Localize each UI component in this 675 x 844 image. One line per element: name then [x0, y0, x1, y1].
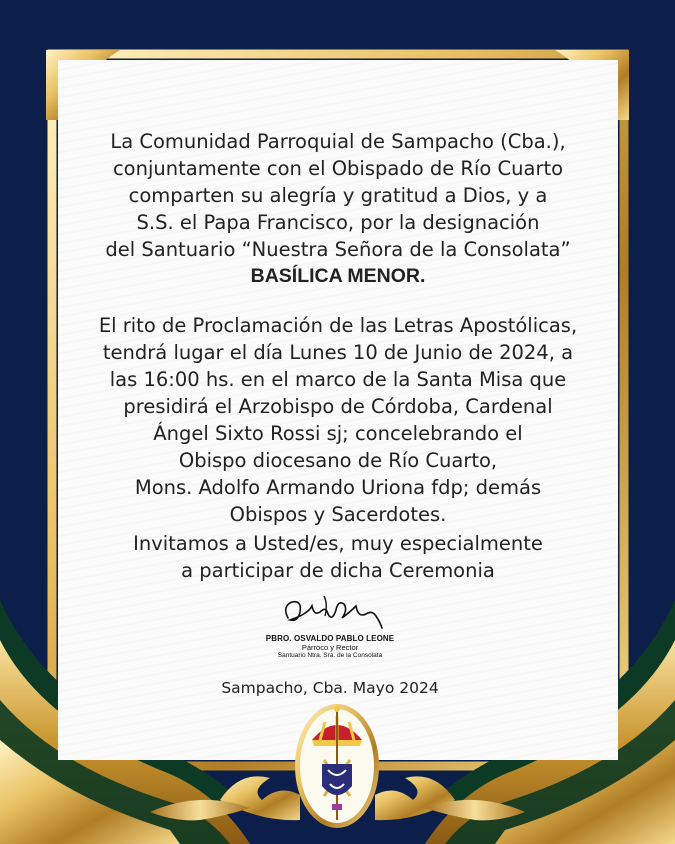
- basilica-emblem: [292, 700, 382, 832]
- signer-role: Párroco y Rector: [301, 643, 359, 652]
- invitation-line: Invitamos a Usted/es, muy especialmente: [133, 532, 543, 555]
- announcement-line: conjuntamente con el Obispado de Río Cuarto: [112, 157, 564, 180]
- date-line: Sampacho, Cba. Mayo 2024: [221, 679, 439, 697]
- ceremony-line: Obispo diocesano de Río Cuarto,: [178, 449, 498, 472]
- announcement-line: del Santuario “Nuestra Señora de la Consolata”: [105, 238, 571, 261]
- announcement-line: S.S. el Papa Francisco, por la designación: [136, 211, 540, 234]
- signature-block: [250, 590, 410, 660]
- announcement-paragraph: [58, 128, 618, 290]
- ceremony-line: presidirá el Arzobispo de Córdoba, Cardenal: [123, 395, 553, 418]
- invitation-line: a participar de dicha Ceremonia: [181, 559, 495, 582]
- ceremony-line: Ángel Sixto Rossi sj; concelebrando el: [153, 422, 523, 445]
- ceremony-line: las 16:00 hs. en el marco de la Santa Misa que: [109, 368, 567, 391]
- ceremony-paragraph: [58, 312, 618, 528]
- announcement-line: comparten su alegría y gratitud a Dios, y a: [128, 184, 548, 207]
- invitation-paragraph: [58, 530, 618, 584]
- basilica-title: BASÍLICA MENOR.: [250, 265, 426, 287]
- signer-name: PBRO. OSVALDO PABLO LEONE: [265, 634, 395, 643]
- ceremony-line: tendrá lugar el día Lunes 10 de Junio de 2024, a: [102, 341, 574, 364]
- ceremony-line: El rito de Proclamación de las Letras Apostólicas,: [98, 314, 578, 337]
- ceremony-line: Obispos y Sacerdotes.: [229, 503, 447, 526]
- announcement-line: La Comunidad Parroquial de Sampacho (Cba.),: [110, 130, 566, 153]
- ceremony-line: Mons. Adolfo Armando Uriona fdp; demás: [134, 476, 542, 499]
- signer-place: Santuario Ntra. Sra. de la Consolata: [277, 652, 383, 659]
